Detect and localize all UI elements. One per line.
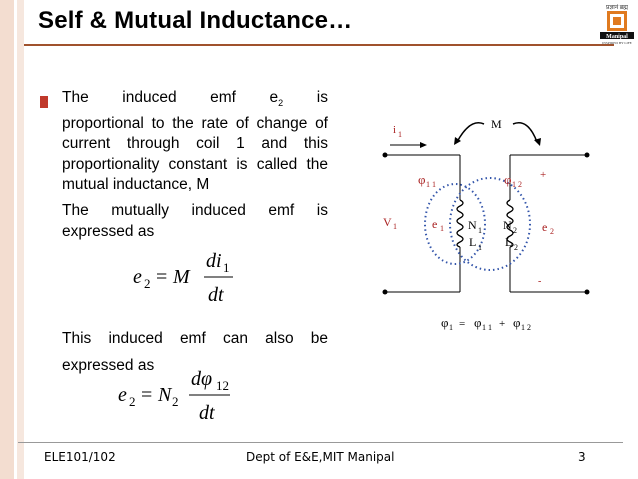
footer-dept: Dept of E&E,MIT Manipal xyxy=(246,450,395,464)
terminal-dot xyxy=(383,153,388,158)
logo-tagline: INSPIRED BY LIFE xyxy=(602,41,632,45)
bullet-square-icon xyxy=(40,96,48,108)
para1-first-line xyxy=(62,88,328,114)
eq1-lhs-sub: 2 xyxy=(144,276,151,291)
eq2-coef: N xyxy=(158,384,172,406)
label-phi12-sub: 1 2 xyxy=(512,180,522,189)
paragraph-2: The mutually induced emf is expressed as xyxy=(62,202,328,240)
equation-2 xyxy=(105,363,245,428)
eq1-equals: = xyxy=(156,266,168,288)
arrow-head-icon xyxy=(534,138,541,146)
label-i1-sub: 1 xyxy=(398,130,402,139)
mutual-arc-right xyxy=(513,123,537,142)
label-phi11: φ xyxy=(418,172,426,187)
eq1-num-sub: 1 xyxy=(223,260,230,275)
manipal-logo xyxy=(598,2,636,46)
eq2-num-sub: 12 xyxy=(216,378,229,393)
flux-eq-phi12: φ xyxy=(513,315,521,330)
decorative-left-bar xyxy=(0,0,24,479)
label-L1: L xyxy=(469,235,477,249)
title-underline xyxy=(24,44,614,46)
eq1-coef: M xyxy=(173,266,190,288)
flux-eq-phi1: φ xyxy=(441,315,449,330)
flux-eq-phi12-sub: 1 2 xyxy=(521,323,531,332)
eq1-num: di xyxy=(206,250,222,272)
flux-eq-phi11-sub: 1 1 xyxy=(482,323,492,332)
para1-e2-sub: 2 xyxy=(278,98,284,109)
label-L1-sub: 1 xyxy=(478,243,482,252)
para1-word-emf: emf xyxy=(210,89,236,106)
flux-eq-phi1-sub: 1 xyxy=(449,323,453,332)
label-e2: e xyxy=(542,220,548,234)
label-i1: i xyxy=(393,124,397,136)
flux-loop-phi12 xyxy=(450,178,530,270)
label-phi11-sub: 1 1 xyxy=(426,180,436,189)
slide-title: Self & Mutual Inductance… xyxy=(38,7,353,34)
eq2-lhs: e xyxy=(118,384,127,406)
para1-word-induced: induced xyxy=(122,89,177,106)
label-e2-sub: 2 xyxy=(550,227,554,236)
footer-divider xyxy=(18,442,623,443)
label-N1-sub: 1 xyxy=(478,226,482,235)
terminal-dot xyxy=(383,290,388,295)
flux-eq-equals: = xyxy=(459,318,466,330)
flux-eq-phi11: φ xyxy=(474,315,482,330)
para1-word-is: is xyxy=(316,89,328,106)
label-e1-sub: 1 xyxy=(440,224,444,233)
mutual-arc-left xyxy=(457,123,484,142)
label-minus: - xyxy=(538,276,542,287)
label-plus: + xyxy=(540,169,547,181)
paragraph-1 xyxy=(62,88,328,196)
label-M: M xyxy=(491,117,502,131)
terminal-dot xyxy=(585,153,590,158)
para1-rest: proportional to the rate of change of current through coil 1 and this proportionality constant is called the mutual inductance, M xyxy=(62,114,328,194)
label-L2: L xyxy=(505,235,513,249)
eq2-equals: = xyxy=(141,384,153,406)
label-N2: N xyxy=(503,218,512,232)
label-V1: V xyxy=(383,215,392,229)
label-phi12: φ xyxy=(504,172,512,187)
label-N1: N xyxy=(468,218,477,232)
para1-e2: $e_2$ xyxy=(269,89,284,109)
arrow-head-icon xyxy=(420,142,427,148)
logo-name: Manipal xyxy=(606,33,628,40)
eq1-den: dt xyxy=(208,284,224,306)
para1-word-the: The xyxy=(62,89,89,106)
mutual-inductance-diagram xyxy=(370,110,600,340)
coil-1 xyxy=(457,200,463,247)
eq2-den: dt xyxy=(199,402,215,424)
eq2-lhs-sub: 2 xyxy=(129,394,136,409)
terminal-dot xyxy=(585,290,590,295)
eq2-coef-sub: 2 xyxy=(172,394,179,409)
eq1-lhs: e xyxy=(133,266,142,288)
footer-course: ELE101/102 xyxy=(44,450,116,464)
para3-line1: This induced emf can also be xyxy=(62,330,328,347)
eq2-num: dφ xyxy=(191,368,213,390)
logo-top-text: प्रज्ञानं ब्रह्म xyxy=(606,5,628,11)
flux-eq-plus: + xyxy=(499,318,506,330)
label-N2-sub: 2 xyxy=(513,226,517,235)
label-V1-sub: 1 xyxy=(393,222,397,231)
para3-line2: expressed as xyxy=(62,356,155,374)
equation-1 xyxy=(125,245,245,310)
label-e1: e xyxy=(432,217,438,231)
footer-page-number: 3 xyxy=(578,450,586,464)
label-L2-sub: 2 xyxy=(514,243,518,252)
logo-emblem-icon xyxy=(607,11,627,31)
